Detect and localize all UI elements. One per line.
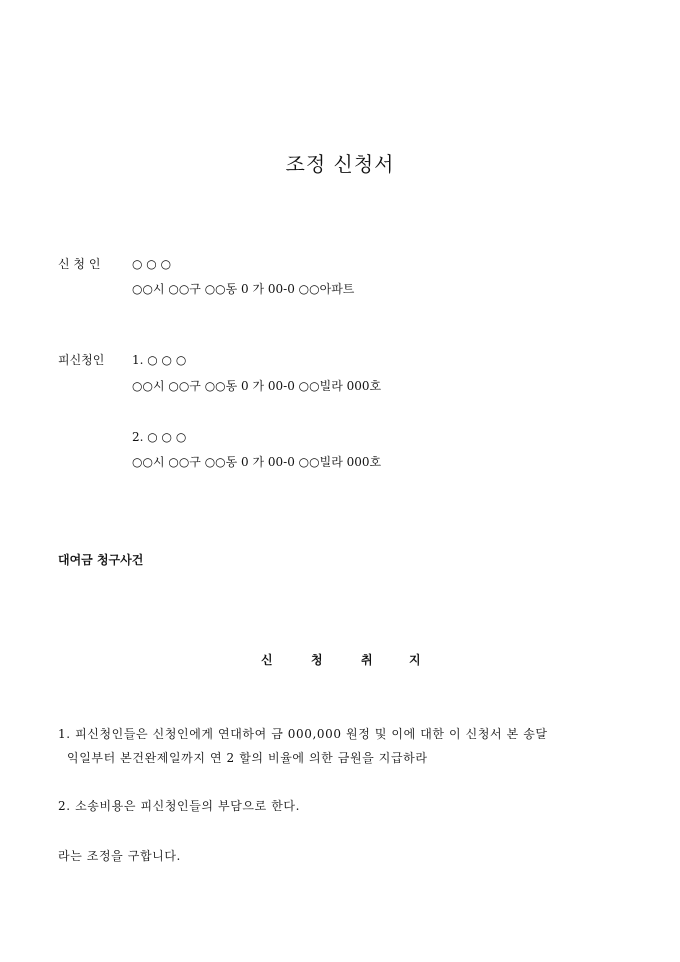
closing-text: 라는 조정을 구합니다. [58, 849, 181, 863]
respondent-1-address: ○○시 ○○구 ○○동 0 가 00-0 ○○빌라 000호 [132, 379, 382, 393]
claim-2: 2. 소송비용은 피신청인들의 부담으로 한다. [58, 799, 300, 813]
claim-1-line2: 익일부터 본건완제일까지 연 2 할의 비율에 의한 금원을 지급하라 [67, 751, 428, 765]
respondent-2-address: ○○시 ○○구 ○○동 0 가 00-0 ○○빌라 000호 [132, 455, 382, 469]
purpose-heading-char: 지 [409, 653, 421, 667]
case-name: 대여금 청구사건 [58, 553, 144, 567]
document-title: 조정 신청서 [285, 152, 395, 176]
claim-1-line1: 1. 피신청인들은 신청인에게 연대하여 금 000,000 원정 및 이에 대한 이 신청서 본 송달 [58, 727, 548, 741]
respondent-label: 피신청인 [58, 353, 105, 367]
applicant-name: ○ ○ ○ [132, 257, 172, 271]
purpose-heading-char: 신 [261, 653, 273, 667]
respondent-2-name: 2. ○ ○ ○ [132, 430, 187, 444]
applicant-address: ○○시 ○○구 ○○동 0 가 00-0 ○○아파트 [132, 282, 355, 296]
purpose-heading-char: 취 [361, 653, 373, 667]
respondent-1-name: 1. ○ ○ ○ [132, 353, 187, 367]
purpose-heading-char: 청 [311, 653, 323, 667]
applicant-label: 신 청 인 [58, 257, 101, 271]
